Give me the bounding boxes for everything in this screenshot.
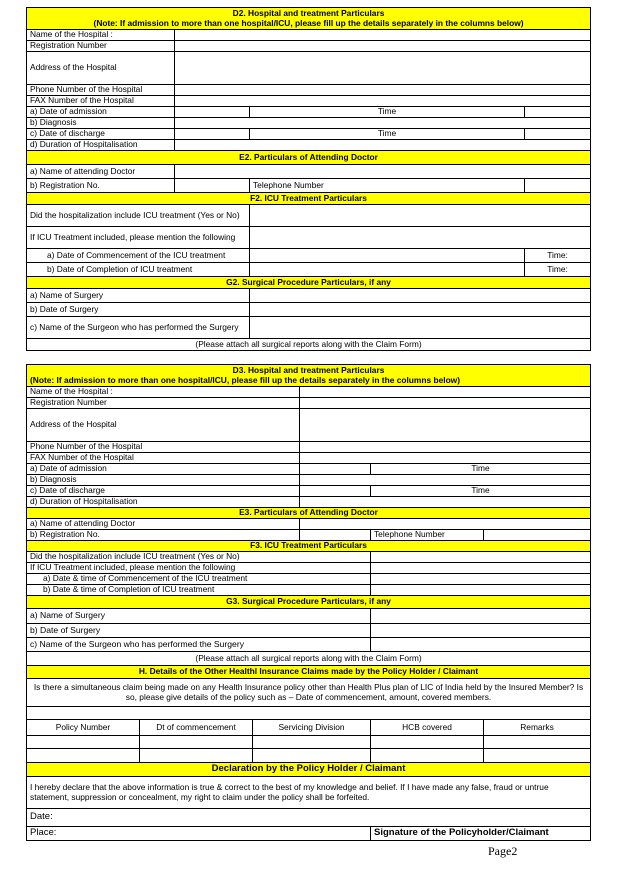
hospital-name-label-2: Name of the Hospital : bbox=[27, 387, 300, 398]
diagnosis-label-2: b) Diagnosis bbox=[27, 475, 300, 486]
section-d3-title: D3. Hospital and treatment Particulars bbox=[232, 364, 385, 375]
date-admission-field[interactable] bbox=[175, 107, 250, 118]
date-discharge-label-2: c) Date of discharge bbox=[27, 486, 300, 497]
declaration-text: I hereby declare that the above information is true & correct to the best of my knowledge and belief. If I have made any false, fraud or untrue statement, suppression or concealment, my right to claim under the policy shall be forfeited. bbox=[27, 777, 591, 809]
hospital-name-label: Name of the Hospital : bbox=[27, 30, 175, 41]
section-g3-title: G3. Surgical Procedure Particulars, if any bbox=[27, 596, 591, 609]
telephone-field-2[interactable] bbox=[484, 530, 591, 541]
surgery-date-field-2[interactable] bbox=[371, 624, 591, 638]
address-field[interactable] bbox=[175, 52, 591, 85]
phone-field[interactable] bbox=[175, 85, 591, 96]
time-admission-label-2: Time bbox=[371, 464, 591, 475]
doctor-reg-label-2: b) Registration No. bbox=[27, 530, 300, 541]
icu-question-label: Did the hospitalization include ICU treatment (Yes or No) bbox=[27, 205, 250, 227]
icu-mention-label: If ICU Treatment included, please mention the following bbox=[27, 227, 250, 249]
telephone-label-2: Telephone Number bbox=[371, 530, 484, 541]
icu-completion-time-label: Time: bbox=[525, 263, 591, 277]
registration-number-field-2[interactable] bbox=[300, 398, 591, 409]
icu-completion-label: b) Date of Completion of ICU treatment bbox=[27, 263, 250, 277]
policy-cell[interactable] bbox=[27, 736, 140, 749]
policy-cell[interactable] bbox=[140, 736, 253, 749]
policy-cell[interactable] bbox=[484, 749, 591, 763]
icu-commencement-field-2[interactable] bbox=[371, 574, 591, 585]
doctor-name-label-2: a) Name of attending Doctor bbox=[27, 519, 300, 530]
page-number: Page2 bbox=[488, 844, 518, 858]
duration-label-2: d) Duration of Hospitalisation bbox=[27, 497, 300, 508]
surgical-reports-note: (Please attach all surgical reports along with the Claim Form) bbox=[27, 339, 591, 351]
hospital-name-field-2[interactable] bbox=[300, 387, 591, 398]
phone-label: Phone Number of the Hospital bbox=[27, 85, 175, 96]
icu-commencement-time-label: Time: bbox=[525, 249, 591, 263]
icu-completion-field-2[interactable] bbox=[371, 585, 591, 596]
fax-label-2: FAX Number of the Hospital bbox=[27, 453, 300, 464]
icu-completion-field[interactable] bbox=[250, 263, 525, 277]
section-d2-form bbox=[26, 7, 591, 351]
section-d3-form bbox=[26, 364, 591, 841]
policy-cell[interactable] bbox=[371, 749, 484, 763]
policy-cell[interactable] bbox=[253, 736, 371, 749]
time-discharge-label: Time bbox=[250, 129, 525, 140]
doctor-name-field-2[interactable] bbox=[300, 519, 591, 530]
address-label: Address of the Hospital bbox=[27, 52, 175, 85]
surgical-reports-note-2: (Please attach all surgical reports along with the Claim Form) bbox=[27, 652, 591, 666]
section-d2-note: (Note: If admission to more than one hospital/ICU, please fill up the details separately in the columns below) bbox=[93, 17, 524, 28]
declaration-date[interactable]: Date: bbox=[27, 809, 591, 827]
fax-field[interactable] bbox=[175, 96, 591, 107]
fax-label: FAX Number of the Hospital bbox=[27, 96, 175, 107]
time-discharge-field[interactable] bbox=[525, 129, 591, 140]
spacer-row bbox=[27, 707, 591, 720]
section-h-title: H. Details of the Other Healthl Insurance Claims made by the Policy Holder / Claimant bbox=[27, 666, 591, 679]
icu-question-field-2[interactable] bbox=[371, 552, 591, 563]
time-admission-field[interactable] bbox=[525, 107, 591, 118]
address-label-2: Address of the Hospital bbox=[27, 409, 300, 442]
date-discharge-field-2[interactable] bbox=[300, 486, 371, 497]
registration-number-label-2: Registration Number bbox=[27, 398, 300, 409]
icu-mention-field[interactable] bbox=[250, 227, 591, 249]
surgeon-label: c) Name of the Surgeon who has performed the Surgery bbox=[27, 317, 250, 339]
diagnosis-label: b) Diagnosis bbox=[27, 118, 175, 129]
icu-commencement-label-2: a) Date & time of Commencement of the ICU treatment bbox=[27, 574, 371, 585]
signature-label: Signature of the Policyholder/Claimant bbox=[371, 827, 591, 841]
column-policy-number: Policy Number bbox=[27, 720, 140, 736]
surgery-name-field[interactable] bbox=[250, 289, 591, 303]
section-g2-title: G2. Surgical Procedure Particulars, if any bbox=[27, 277, 591, 289]
icu-completion-label-2: b) Date & time of Completion of ICU treatment bbox=[27, 585, 371, 596]
declaration-title: Declaration by the Policy Holder / Claimant bbox=[27, 763, 591, 777]
surgery-date-label: b) Date of Surgery bbox=[27, 303, 250, 317]
section-d2-title: D2. Hospital and treatment Particulars bbox=[232, 7, 385, 18]
registration-number-field[interactable] bbox=[175, 41, 591, 52]
surgery-name-label: a) Name of Surgery bbox=[27, 289, 250, 303]
surgery-name-field-2[interactable] bbox=[371, 609, 591, 624]
address-field-2[interactable] bbox=[300, 409, 591, 442]
time-admission-label: Time bbox=[250, 107, 525, 118]
surgeon-field-2[interactable] bbox=[371, 638, 591, 652]
telephone-label: Telephone Number bbox=[250, 179, 525, 193]
section-d3-header bbox=[27, 365, 591, 387]
column-remarks: Remarks bbox=[484, 720, 591, 736]
doctor-reg-field-2[interactable] bbox=[300, 530, 371, 541]
diagnosis-field-2[interactable] bbox=[300, 475, 591, 486]
section-e2-title: E2. Particulars of Attending Doctor bbox=[27, 151, 591, 165]
duration-field[interactable] bbox=[175, 140, 591, 151]
icu-mention-label-2: If ICU Treatment included, please mention the following bbox=[27, 563, 371, 574]
date-discharge-label: c) Date of discharge bbox=[27, 129, 175, 140]
duration-field-2[interactable] bbox=[300, 497, 591, 508]
policy-cell[interactable] bbox=[140, 749, 253, 763]
section-d2-header bbox=[27, 8, 591, 30]
policy-cell[interactable] bbox=[253, 749, 371, 763]
duration-label: d) Duration of Hospitalisation bbox=[27, 140, 175, 151]
surgery-name-label-2: a) Name of Surgery bbox=[27, 609, 371, 624]
icu-commencement-label: a) Date of Commencement of the ICU treatment bbox=[27, 249, 250, 263]
column-dt-commencement: Dt of commencement bbox=[140, 720, 253, 736]
icu-mention-field-2[interactable] bbox=[371, 563, 591, 574]
phone-field-2[interactable] bbox=[300, 442, 591, 453]
policy-cell[interactable] bbox=[371, 736, 484, 749]
policy-cell[interactable] bbox=[484, 736, 591, 749]
date-admission-label: a) Date of admission bbox=[27, 107, 175, 118]
time-discharge-label-2: Time bbox=[371, 486, 591, 497]
surgery-date-label-2: b) Date of Surgery bbox=[27, 624, 371, 638]
doctor-name-field[interactable] bbox=[175, 165, 591, 179]
column-hcb-covered: HCB covered bbox=[371, 720, 484, 736]
section-f3-title: F3. ICU Treatment Particulars bbox=[27, 541, 591, 552]
policy-cell[interactable] bbox=[27, 749, 140, 763]
surgery-date-field[interactable] bbox=[250, 303, 591, 317]
icu-question-label-2: Did the hospitalization include ICU treatment (Yes or No) bbox=[27, 552, 371, 563]
diagnosis-field[interactable] bbox=[175, 118, 591, 129]
telephone-field[interactable] bbox=[525, 179, 591, 193]
surgeon-label-2: c) Name of the Surgeon who has performed the Surgery bbox=[27, 638, 371, 652]
column-servicing-division: Servicing Division bbox=[253, 720, 371, 736]
surgeon-field[interactable] bbox=[250, 317, 591, 339]
date-discharge-field[interactable] bbox=[175, 129, 250, 140]
section-d3-note: (Note: If admission to more than one hospital/ICU, please fill up the details separately in the columns below) bbox=[30, 376, 587, 386]
phone-label-2: Phone Number of the Hospital bbox=[27, 442, 300, 453]
declaration-place[interactable]: Place: bbox=[27, 827, 371, 841]
date-admission-field-2[interactable] bbox=[300, 464, 371, 475]
icu-question-field[interactable] bbox=[250, 205, 591, 227]
fax-field-2[interactable] bbox=[300, 453, 591, 464]
registration-number-label: Registration Number bbox=[27, 41, 175, 52]
section-f2-title: F2. ICU Treatment Particulars bbox=[27, 193, 591, 205]
doctor-reg-label: b) Registration No. bbox=[27, 179, 175, 193]
other-claims-question: Is there a simultaneous claim being made on any Health Insurance policy other than Health Plus plan of LIC of India held by the Insured Member? Is so, please give details of the policy such as – Date of commencement, amount, covered members. bbox=[27, 679, 591, 707]
date-admission-label-2: a) Date of admission bbox=[27, 464, 300, 475]
icu-commencement-field[interactable] bbox=[250, 249, 525, 263]
hospital-name-field[interactable] bbox=[175, 30, 591, 41]
doctor-reg-field[interactable] bbox=[175, 179, 250, 193]
doctor-name-label: a) Name of attending Doctor bbox=[27, 165, 175, 179]
section-e3-title: E3. Particulars of Attending Doctor bbox=[27, 508, 591, 519]
